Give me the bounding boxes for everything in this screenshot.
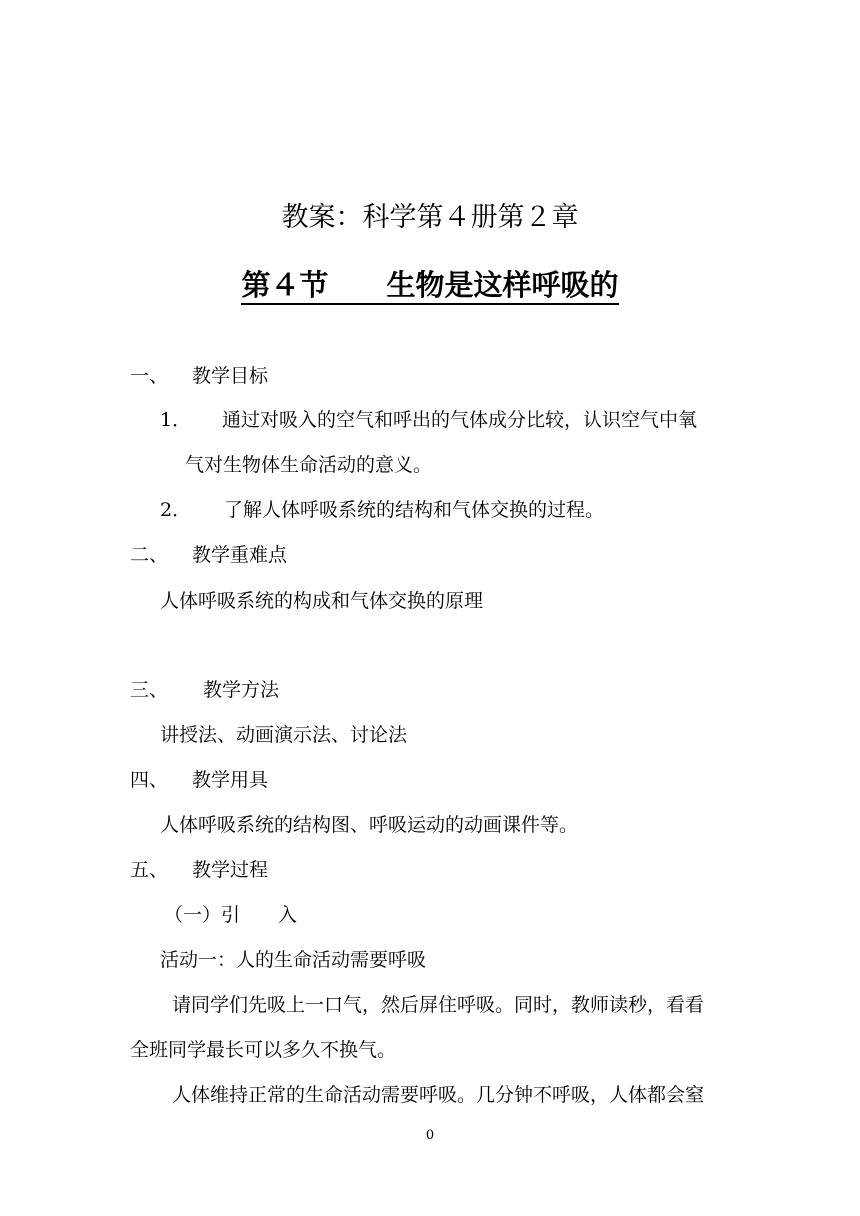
- heading-number: 二、: [130, 544, 169, 566]
- section-title: [0, 266, 860, 304]
- item-number: 1．: [160, 409, 192, 431]
- item-text: 了解人体呼吸系统的结构和气体交换的过程。: [224, 499, 605, 521]
- content-text: 人体呼吸系统的结构图、呼吸运动的动画课件等。: [160, 814, 579, 836]
- item-text: 通过对吸入的空气和呼出的气体成分比较，认识空气中氧: [222, 409, 698, 431]
- heading-number: 四、: [130, 769, 169, 791]
- subheading-label: （一）引 入: [164, 904, 298, 926]
- content-text: 讲授法、动画演示法、讨论法: [160, 724, 408, 746]
- heading-number: 一、: [130, 365, 169, 387]
- heading-number: 三、: [130, 679, 169, 701]
- heading-label: 教学重难点: [192, 544, 288, 566]
- heading-label: 教学过程: [192, 859, 269, 881]
- activity-text: 活动一：人的生命活动需要呼吸: [160, 949, 427, 971]
- heading-label: 教学目标: [192, 365, 269, 387]
- paragraph-text-cont: 全班同学最长可以多久不换气。: [130, 1039, 397, 1061]
- section-title-text: 第４节 生物是这样呼吸的: [241, 268, 618, 305]
- content-text: 人体呼吸系统的构成和气体交换的原理: [160, 590, 484, 612]
- page-number: 0: [425, 1128, 435, 1143]
- heading-label: 教学方法: [203, 679, 280, 701]
- paragraph-text: 请同学们先吸上一口气，然后屏住呼吸。同时，教师读秒，看看: [172, 994, 705, 1016]
- document-title: 教案：科学第４册第２章: [281, 202, 579, 233]
- heading-label: 教学用具: [192, 769, 269, 791]
- paragraph-text: 人体维持正常的生命活动需要呼吸。几分钟不呼吸，人体都会窒: [172, 1084, 705, 1106]
- heading-number: 五、: [130, 859, 169, 881]
- item-number: 2．: [160, 499, 192, 521]
- item-text-cont: 气对生物体生命活动的意义。: [185, 454, 433, 476]
